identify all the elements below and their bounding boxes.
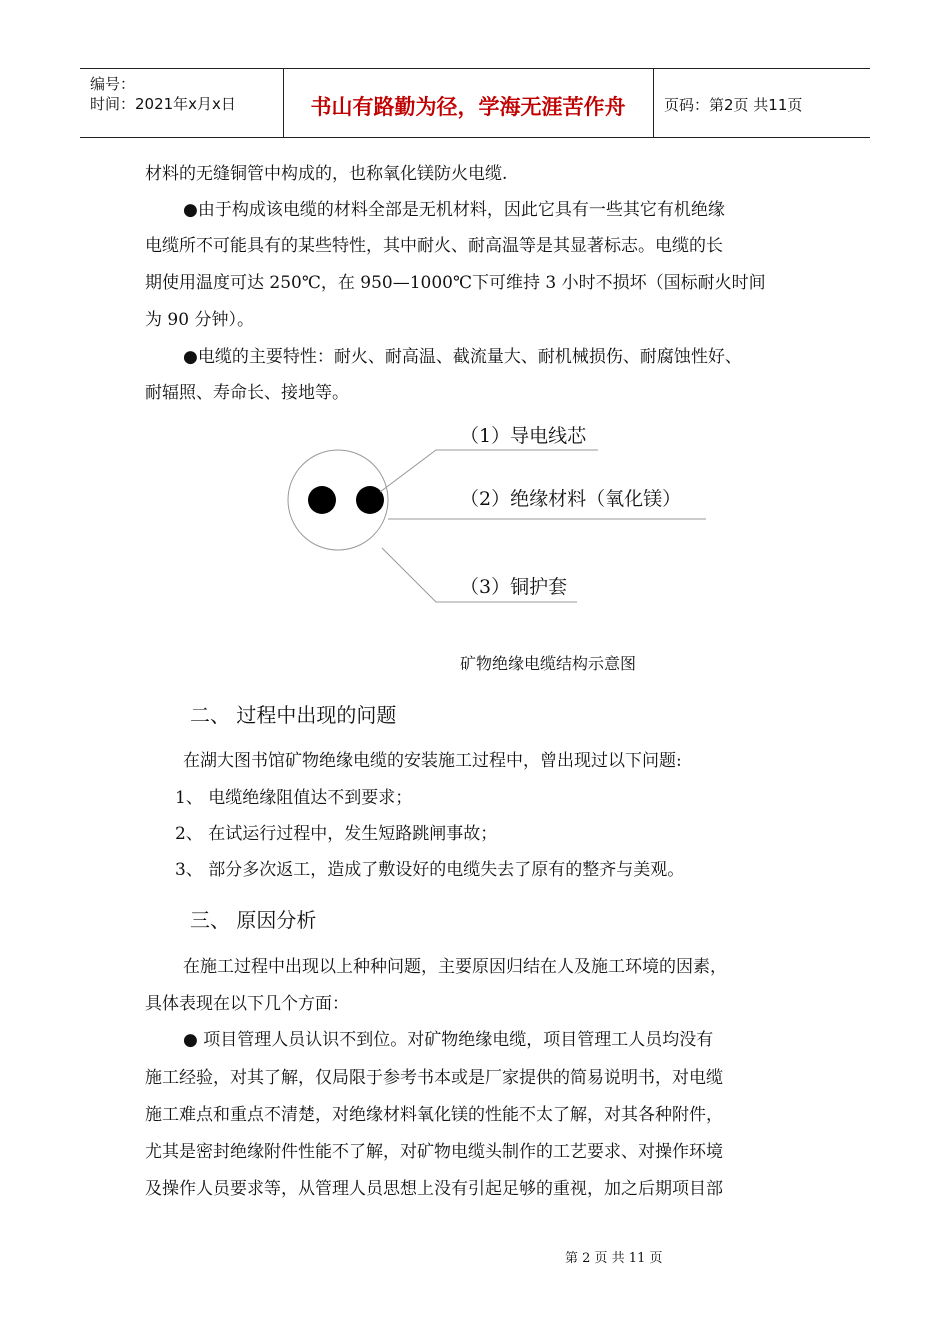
- paragraph-line: 期使用温度可达 250℃，在 950—1000℃下可维持 3 小时不损坏（国标耐火时间: [145, 273, 766, 293]
- paragraph-line: 材料的无缝铜管中构成的，也称氧化镁防火电缆.: [145, 164, 508, 184]
- conductor-core-right: [356, 486, 384, 514]
- paragraph-line: 耐辐照、寿命长、接地等。: [145, 383, 349, 403]
- diagram-label-sheath: （3）铜护套: [460, 576, 568, 598]
- paragraph-line: 及操作人员要求等，从管理人员思想上没有引起足够的重视，加之后期项目部: [145, 1179, 723, 1199]
- page-header-table: [80, 68, 870, 138]
- list-item: 2、 在试运行过程中，发生短路跳闸事故；: [175, 824, 498, 844]
- paragraph-line: 电缆所不可能具有的某些特性，其中耐火、耐高温等是其显著标志。电缆的长: [145, 236, 723, 256]
- section-heading: 三、 原因分析: [190, 908, 317, 932]
- header-motto: 书山有路勤为径，学海无涯苦作舟: [310, 95, 626, 119]
- cable-structure-diagram: [280, 420, 720, 620]
- paragraph-line: ●由于构成该电缆的材料全部是无机材料，因此它具有一些其它有机绝缘: [183, 200, 725, 220]
- list-item: 1、 电缆绝缘阻值达不到要求；: [175, 788, 413, 808]
- header-middle-cell: [283, 69, 654, 137]
- diagram-label-insulation: （2）绝缘材料（氧化镁）: [460, 488, 682, 510]
- header-left-cell: [80, 69, 284, 137]
- section-heading: 二、 过程中出现的问题: [190, 703, 397, 727]
- paragraph-line: 尤其是密封绝缘附件性能不了解，对矿物电缆头制作的工艺要求、对操作环境: [145, 1142, 723, 1162]
- paragraph-line: 为 90 分钟）。: [145, 310, 254, 330]
- paragraph-line: 施工经验，对其了解，仅局限于参考书本或是厂家提供的简易说明书，对电缆: [145, 1068, 723, 1088]
- document-time-label: 时间：2021年x月x日: [90, 95, 236, 113]
- paragraph-line: ● 项目管理人员认识不到位。对矿物绝缘电缆，项目管理工人员均没有: [183, 1030, 714, 1050]
- page-footer: 第 2 页 共 11 页: [565, 1251, 663, 1266]
- list-item: 3、 部分多次返工，造成了敷设好的电缆失去了原有的整齐与美观。: [175, 860, 685, 880]
- diagram-caption: 矿物绝缘电缆结构示意图: [460, 654, 637, 673]
- paragraph-line: 施工难点和重点不清楚，对绝缘材料氧化镁的性能不太了解，对其各种附件，: [145, 1105, 723, 1125]
- page-number-label: 页码：第2页 共11页: [664, 96, 803, 114]
- diagram-label-conductor: （1）导电线芯: [460, 425, 587, 447]
- header-right-cell: [654, 69, 870, 137]
- conductor-core-left: [308, 486, 336, 514]
- paragraph-line: 具体表现在以下几个方面：: [145, 994, 349, 1014]
- paragraph-line: 在施工过程中出现以上种种问题，主要原因归结在人及施工环境的因素，: [183, 957, 727, 977]
- document-code-label: 编号：: [90, 75, 136, 93]
- paragraph-line: 在湖大图书馆矿物绝缘电缆的安装施工过程中，曾出现过以下问题:: [183, 751, 682, 771]
- paragraph-line: ●电缆的主要特性：耐火、耐高温、截流量大、耐机械损伤、耐腐蚀性好、: [183, 347, 742, 367]
